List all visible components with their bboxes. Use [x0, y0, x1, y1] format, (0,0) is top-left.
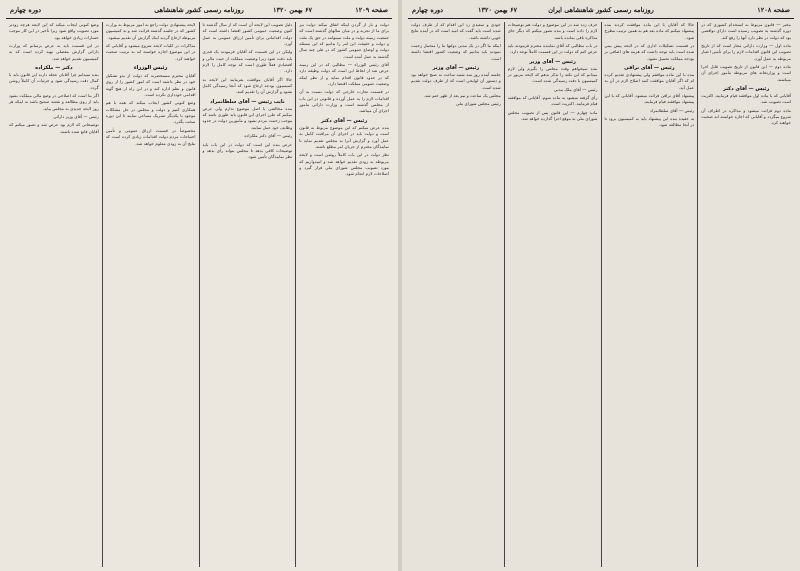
- right-column-2: [601, 22, 698, 567]
- paragraph: رئیس مجلس شورای ملی: [456, 101, 501, 107]
- right-page-issue: دوره چهارم: [412, 6, 443, 14]
- paragraph: بنده نمیدانم چرا آقایان عجله دارند این قانون باید با کمال دقت رسیدگی شود و جزئیات آن کاملاً روشن گردد.: [9, 72, 99, 90]
- left-page: [0, 0, 398, 571]
- paragraph: رئیس — آقای دکتر ملکزاده: [244, 133, 293, 139]
- right-page-date: ۶۷ بهمن ۱۳۲۰: [478, 6, 517, 14]
- left-column-4: [6, 22, 102, 567]
- paragraph: در باب مطالبی که آقای نماینده محترم فرمودند باید عرض کنم که دولت در این قسمت کاملاً توجه دارد.: [507, 43, 598, 55]
- left-column-2: [199, 22, 296, 567]
- speaker-heading: رئیس — آقای وزیر: [432, 65, 480, 72]
- paragraph: آقای رئیس الوزراء — مطالبی که در این زمینه عرض شد از لحاظ این است که دولت وظیفه دارد که در حدود قانون اقدام نماید و از نظر اینکه وضعیت عمومی مملکت اقتضا دارد.: [299, 62, 389, 87]
- paragraph: رئیس — آقای ملک مدنی: [554, 86, 598, 92]
- paragraph: نظر دولت در این باب کاملاً روشن است و لایحه مربوطه به زودی تقدیم خواهد شد و امیدواریم که مورد تصویب مجلس شورای ملی قرار گیرد و اصلاحات لازم انجام شود.: [299, 152, 389, 177]
- paragraph: آقایانی که با ماده اول موافقند قیام فرمایند. اکثریت است تصویب شد.: [701, 93, 791, 105]
- speaker-heading: نایب رئیس — آقای سلطانمراد: [210, 98, 285, 105]
- paragraph: لایحه پیشنهادی دولت راجع به امور مربوط به وزارت کشور که در جلسه گذشته قرائت شد و به کمیسیون مربوطه ارجاع گردید اینک گزارش آن تقدیم میشود.: [105, 22, 196, 40]
- right-page-columns: [408, 22, 794, 567]
- paragraph: ولیکن در این قسمت که آقایان فرمودند یک قدری باید دقت شود زیرا وضعیت مملکت از حیث مالی و اقتصادی فعلاً طوری است که توجه کامل را لازم دارد.: [202, 49, 293, 74]
- paragraph: وضع کنونی ایجاب میکند که این لایحه هرچه زودتر مورد تصویب واقع شود زیرا تأخیر در این کار موجب خسارات زیادی خواهد بود.: [9, 22, 99, 40]
- speaker-heading: رئیس — آقای وزیر: [529, 58, 576, 65]
- paragraph: بنده نمیخواهم وقت مجلس را بگیرم ولی لازم میدانم که این نکته را تذکر بدهم که لایحه مزبور در کمیسیون با دقت رسیدگی شده است.: [507, 65, 598, 84]
- right-page-title: روزنامه رسمی کشور شاهنشاهی ایران: [548, 6, 654, 14]
- paragraph: ماده اول — وزارت دارائی مجاز است که از تاریخ تصویب این قانون اقدامات لازم را برای تأمین اعتبار مربوطه به عمل آورد.: [701, 43, 791, 61]
- paragraph: آقایان محترم مستحضرند که دولت از بدو تشکیل خود در نظر داشته است که امور کشور را از روی قانون و نظم اداره کند و در این راه از هیچ گونه اقدامی خودداری نکرده است.: [105, 73, 196, 98]
- right-column-1: [697, 22, 794, 567]
- speaker-heading: رئیس — آقای دکتر: [723, 86, 770, 93]
- paragraph: به عقیده بنده این پیشنهاد باید به کمیسیون برود تا در آنجا مطالعه شود.: [604, 116, 695, 128]
- speaker-heading: رئیس — آقای نراقی: [624, 65, 675, 72]
- paragraph: مخصوصاً در قسمت ارزاق عمومی و تأمین احتیاجات مردم دولت اقدامات زیادی کرده است که نتایج آن به زودی معلوم خواهد شد.: [105, 127, 196, 146]
- left-page-date: ۶۷ بهمن ۱۳۲۰: [273, 6, 312, 14]
- paragraph: توضیحاتی که لازم بود عرض شد و تصور میکنم که آقایان قانع شده باشند.: [9, 122, 99, 134]
- paragraph: جلسه آینده روز سه شنبه ساعت نه صبح خواهد بود و دستور آن لوایحی است که از طرف دولت تقدیم شده است.: [411, 72, 501, 90]
- paragraph: در قسمت تجارت خارجی که دولت نسبت به آن اقدامات لازم را به عمل آورده و قانونی در این باب از مجلس گذشته است و وزارت دارائی مامور اجرای آن میباشد.: [299, 89, 389, 114]
- left-page-issue: دوره چهارم: [10, 6, 41, 14]
- speaker-heading: رئیس — آقای دکتر: [321, 117, 368, 124]
- right-page-header: [408, 4, 794, 19]
- paragraph: ماده دوم — این قانون از تاریخ تصویب قابل اجرا است و وزارتخانه های مربوطه مأمور اجرای آن میباشند.: [701, 64, 791, 82]
- paragraph: ماده دوم قرائت میشود و مذاکره در اطراف آن شروع میگردد و آقایانی که اجازه خواسته اند صحبت خواهند کرد.: [701, 107, 791, 126]
- left-page-header: [6, 4, 392, 19]
- paragraph: پیشنهاد آقای نراقی قرائت میشود. آقایانی که با این پیشنهاد موافقند قیام فرمایند.: [604, 93, 695, 105]
- paragraph: رئیس — آقای سلطانمراد: [650, 107, 695, 113]
- paragraph: بنده عرض میکنم که این موضوع مربوط به قانون است و دولت باید در اجرای آن مراقبت کامل به عمل آورد و گزارش آنرا به مجلس تقدیم نماید تا نمایندگان محترم از جریان امر مطلع باشند.: [299, 124, 389, 149]
- paragraph: رأی گرفته میشود به ماده سوم. آقایانی که موافقند قیام فرمایند. اکثریت است.: [507, 95, 598, 107]
- right-page: [402, 0, 800, 571]
- paragraph: مخبر — قانون مربوط به استخدام کشوری که در دوره گذشته به تصویب رسیده است دارای نواقصی بود که دولت در نظر دارد آنها را رفع کند.: [701, 22, 791, 40]
- paragraph: در قسمت تشکیلات اداری که در لایحه پیش بینی شده است باید توجه داشت که هزینه های اضافی بر بودجه مملکت تحمیل نشود.: [604, 43, 695, 61]
- left-page-columns: [6, 22, 392, 567]
- paragraph: اینکه ما اگر در یک مدتی دولتها ما را متحمل زحمت نمودند باید بدانیم که وضعیت کشور اقتضا داشته است.: [411, 43, 501, 61]
- left-column-1: [295, 22, 392, 567]
- paragraph: خودی و سعیدی رد این اقدام که از طرف دولت شده است باید گفت که امید است که در آینده نتایج خوبی داشته باشد.: [411, 22, 501, 40]
- paragraph: اگر بنا است که اصلاحی در وضع مالی مملکت بشود باید از روی مطالعه و نقشه صحیح باشد نه اینکه هر روز لایحه جدیدی به مجلس بیاید.: [9, 93, 99, 111]
- paragraph: دلیل تصویب این لایحه آن است که از سال گذشته تا کنون وضعیت عمومی کشور اقتضا داشته است که دولت اقداماتی برای تأمین ارزاق عمومی به عمل آورد.: [202, 22, 293, 47]
- left-page-title: روزنامه رسمی کشور شاهنشاهی: [154, 6, 244, 14]
- paragraph: بنده با این ماده موافقم ولی پیشنهادی تقدیم کرده ام که اگر آقایان موافقت کنند اصلاح لازم در آن به عمل آید.: [604, 72, 695, 90]
- paragraph: حالا که آقایان با این ماده موافقت کردند بنده پیشنهاد میکنم که ماده بعد هم به همین ترتیب مطرح شود.: [604, 22, 695, 40]
- left-page-number: صفحه ۱۲۰۹: [355, 6, 388, 14]
- speaker-heading: رئیس الوزراء: [133, 65, 168, 72]
- right-column-3: [504, 22, 601, 567]
- paragraph: مذاکرات در کلیات لایحه شروع میشود و آقایانی که در این موضوع اجازه خواسته اند به ترتیب صحبت خواهند کرد.: [105, 43, 196, 61]
- paragraph: حالا اگر آقایان موافقت بفرمایند این لایحه به کمیسیون بودجه ارجاع شود که آنجا رسیدگی کامل بشود و گزارش آن را تقدیم کنند.: [202, 76, 293, 95]
- left-column-3: [102, 22, 199, 567]
- paragraph: رئیس — آقای وزیر دارائی: [53, 114, 99, 120]
- paragraph: در این قسمت باید به عرض برسانم که وزارت دارائی گزارش مفصلی تهیه کرده است که به کمیسیون تقدیم خواهد شد.: [9, 43, 99, 61]
- speaker-heading: دکتر — ملکزاده: [35, 65, 73, 72]
- paragraph: بنده مخالفتی با اصل موضوع ندارم ولی عرض میکنم که طرز اجرای این قانون باید طوری باشد که موجب زحمت مردم نشود و مأمورین دولت در حدود وظایف خود عمل نمایند.: [202, 105, 293, 130]
- paragraph: دولت و بار از گردن اینکه اتفاق میکند دولت نیز برای ما از تجربه و در میان سالهای گذشته است که جمعیت زمینه دولت و ملت نمیتوانند در حق یک ملت و دولت و حقیقت این امر را بدانیم که این مسئله دولت و اوضاع عمومی کشور که در طی چند سال گذشته به عمل آمده است.: [299, 22, 389, 59]
- right-column-4: [408, 22, 504, 567]
- right-page-number: صفحه ۱۲۰۸: [757, 6, 790, 14]
- paragraph: حرف زده شد در این موضوع و دولت هم توضیحات لازم را داده است و بنده تصور میکنم که دیگر جای مذاکره باقی نمانده باشد.: [507, 22, 598, 40]
- paragraph: مجلس یک ساعت و نیم بعد از ظهر ختم شد.: [423, 93, 501, 99]
- paragraph: عرض بنده این است که دولت در این باب باید توضیحات کافی بدهد تا مجلس بتواند رأی بدهد و نظر نمایندگان تأمین شود.: [202, 141, 293, 160]
- paragraph: وضع کنونی کشور ایجاب میکند که همه با هم همکاری کنیم و دولت و مجلس در حل مشکلات موجود با یکدیگر تشریک مساعی نمایند تا این دوره سخت بگذرد.: [105, 100, 196, 125]
- paragraph: ماده چهارم — این قانون پس از تصویب مجلس شورای ملی به موقع اجرا گذارده خواهد شد.: [507, 109, 598, 122]
